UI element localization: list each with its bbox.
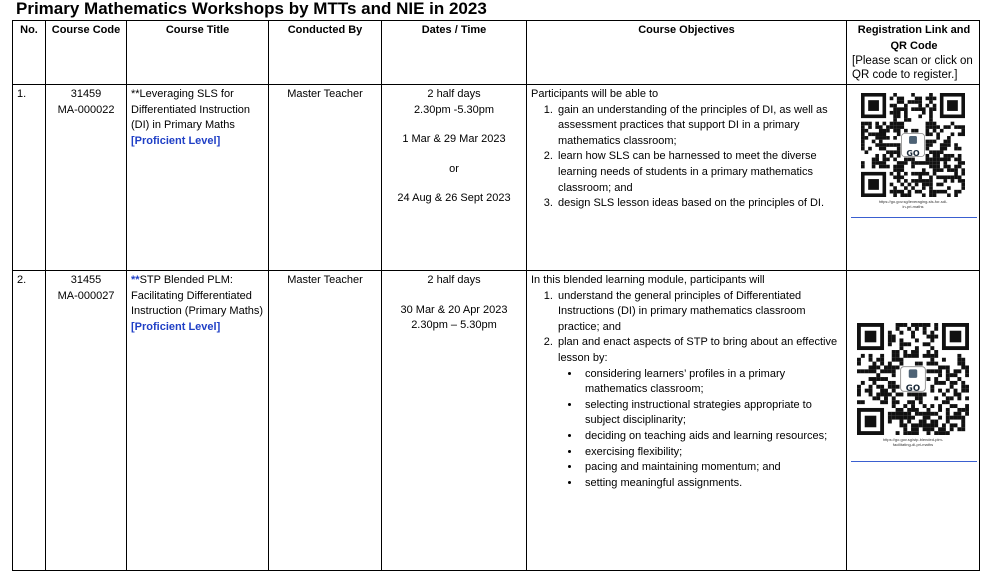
date-half-days: 2 half days	[427, 88, 481, 100]
objective-sub-item: • setting meaningful assignments.	[581, 476, 842, 492]
course-code: 31459	[70, 88, 102, 100]
objectives-cell	[527, 271, 847, 571]
date-or: or	[449, 162, 459, 175]
objective-item-text: plan and enact aspects of STP to bring about an effective lesson by:	[558, 336, 838, 364]
header-dates-time: Dates / Time	[382, 21, 527, 85]
objective-sub-item: • deciding on teaching aids and learning resources;	[581, 429, 842, 445]
date-half-days: 2 half days	[427, 274, 481, 286]
qr-code-icon[interactable]	[861, 93, 965, 197]
objectives-list	[531, 289, 842, 492]
qr-url[interactable]: https://go.gov.sg/leveraging-sls-for-sdi-in-pri-maths	[878, 199, 948, 209]
header-conducted-by: Conducted By	[269, 21, 382, 85]
objective-sub-item: • considering learners’ profiles in a primary mathematics classroom;	[581, 367, 842, 398]
page-title: Primary Mathematics Workshops by MTTs and NIE in 2023	[16, 0, 487, 18]
course-title-cell	[127, 271, 269, 571]
objective-sub-item: • selecting instructional strategies appropriate to subject disciplinarity;	[581, 398, 842, 429]
course-code-cell	[46, 85, 127, 271]
objective-sub-item: • pacing and maintaining momentum; and	[581, 460, 842, 476]
header-registration-label: Registration Link and QR Code	[857, 24, 971, 52]
objective-sub-list	[558, 367, 842, 492]
date-option-2: 24 Aug & 26 Sept 2023	[397, 192, 511, 205]
course-title-text: STP Blended PLM: Facilitating Differentiated Instruction (Primary Maths)	[131, 274, 264, 318]
objective-item: 1. gain an understanding of the principles of DI, as well as assessment practices that support DI in a primary mathematics classroom;	[556, 103, 842, 150]
objectives-cell	[527, 85, 847, 271]
objective-sub-item: • exercising flexibility;	[581, 445, 842, 461]
header-registration	[847, 21, 980, 85]
qr-link-underline	[851, 217, 977, 218]
objective-item: 1. understand the general principles of Differentiated Instructions (DI) in primary mathematics classroom practice; and	[556, 289, 842, 336]
course-title-marker: **	[131, 274, 140, 286]
qr-url[interactable]: https://go.gov.sg/stp-blended-plm-facilitating-di-pri-maths	[882, 437, 944, 447]
header-no: No.	[13, 21, 46, 85]
date-option-1: 30 Mar & 20 Apr 2023	[400, 303, 508, 316]
qr-code-icon[interactable]	[857, 323, 969, 435]
qr-badge-label: GO	[905, 383, 921, 394]
course-level: [Proficient Level]	[131, 320, 221, 333]
row-number: 2.	[13, 271, 46, 571]
course-title-cell	[127, 85, 269, 271]
course-title	[131, 273, 264, 320]
row-number: 1.	[13, 85, 46, 271]
header-course-code: Course Code	[46, 21, 127, 85]
course-title: **Leveraging SLS for Differentiated Instruction (DI) in Primary Maths	[131, 88, 251, 132]
date-time: 2.30pm – 5.30pm	[411, 319, 497, 332]
header-course-title: Course Title	[127, 21, 269, 85]
registration-cell	[847, 271, 980, 571]
qr-link-underline	[851, 461, 977, 462]
course-code-ma: MA-000027	[57, 289, 115, 302]
course-code: 31455	[70, 274, 102, 286]
table-row	[13, 85, 980, 271]
qr-badge-label: GO	[906, 149, 920, 158]
objectives-intro: Participants will be able to	[531, 88, 659, 100]
conducted-by: Master Teacher	[269, 271, 382, 571]
table-row	[13, 271, 980, 571]
date-time: 2.30pm -5.30pm	[413, 103, 495, 116]
header-registration-note: [Please scan or click on QR code to register.]	[852, 55, 973, 81]
date-option-1: 1 Mar & 29 Mar 2023	[402, 133, 506, 146]
dates-cell	[382, 85, 527, 271]
objective-item: 3. design SLS lesson ideas based on the principles of DI.	[556, 196, 842, 212]
objective-item	[556, 335, 842, 491]
header-course-objectives: Course Objectives	[527, 21, 847, 85]
course-level: [Proficient Level]	[131, 134, 221, 147]
registration-cell	[847, 85, 980, 271]
objective-item: 2. learn how SLS can be harnessed to meet the diverse learning needs of students in a primary mathematics classroom; and	[556, 149, 842, 196]
dates-cell	[382, 271, 527, 571]
conducted-by: Master Teacher	[269, 85, 382, 271]
course-code-cell	[46, 271, 127, 571]
objectives-list	[531, 103, 842, 212]
workshops-table	[12, 20, 980, 571]
header-row	[13, 21, 980, 85]
objectives-intro: In this blended learning module, participants will	[531, 274, 765, 286]
course-code-ma: MA-000022	[57, 103, 115, 116]
